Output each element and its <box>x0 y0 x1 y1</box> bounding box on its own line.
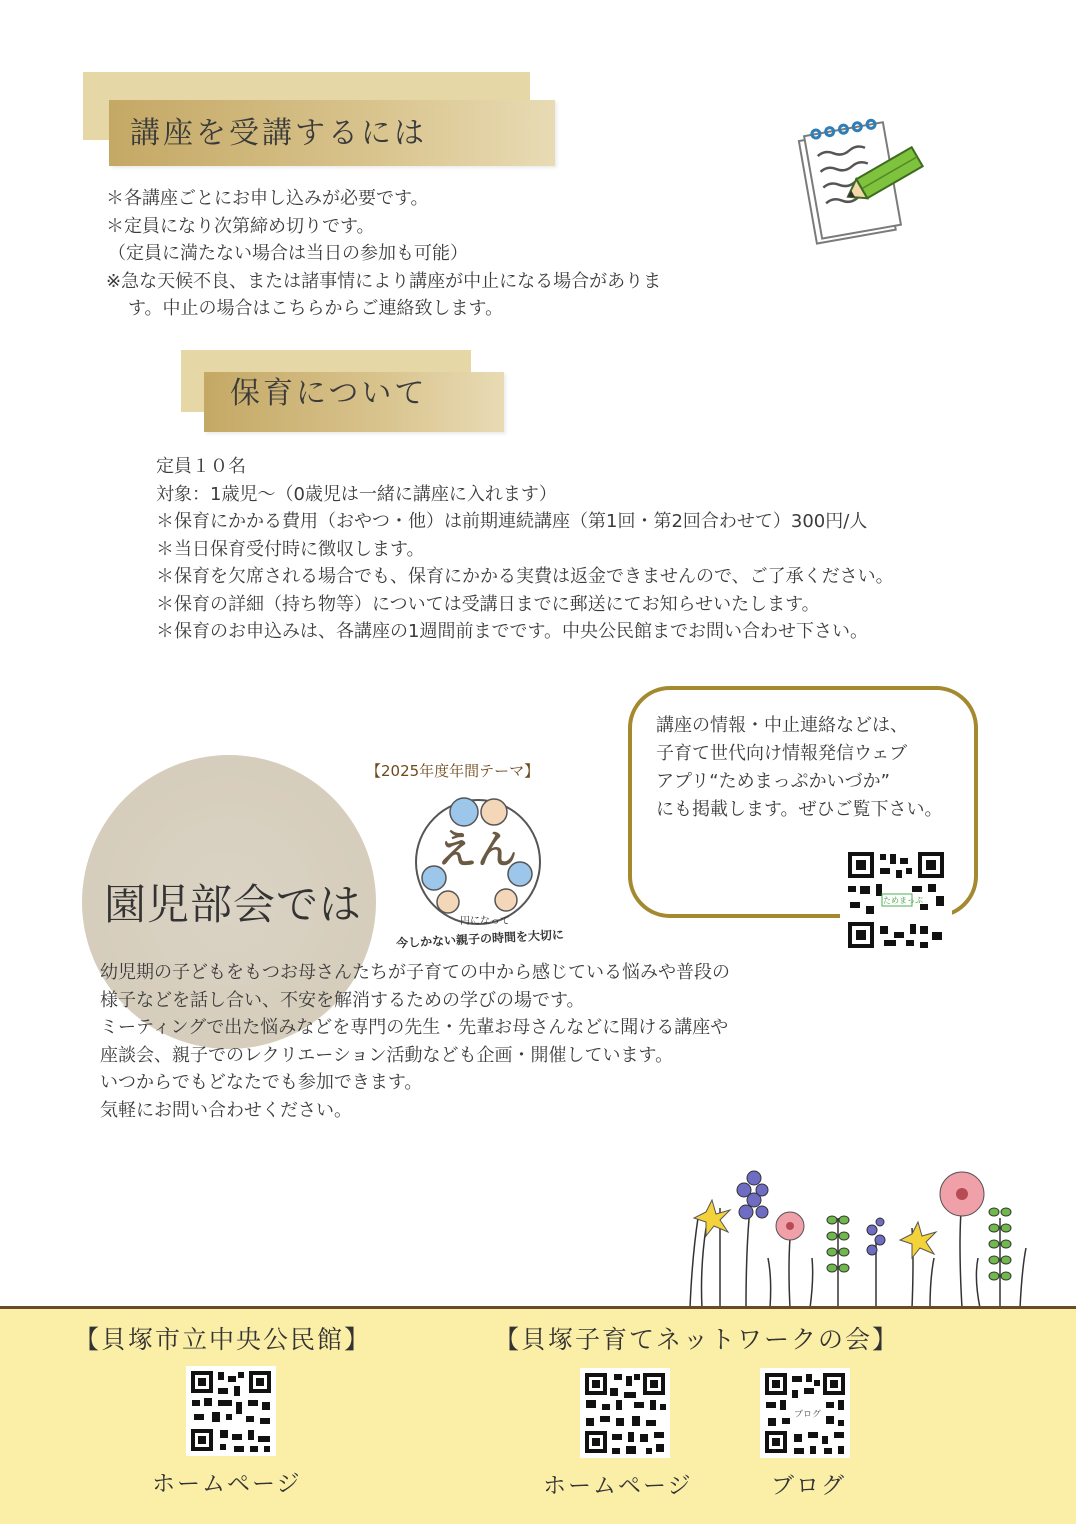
course-note-line: ＊定員になり次第締め切りです。 <box>106 215 375 237</box>
bubble-line: アプリ“ためまっぷかいづか” <box>656 771 890 792</box>
theme-logo-subtext: 円になって <box>460 916 510 927</box>
theme-tagline: 今しかない親子の時間を大切に <box>395 927 565 951</box>
course-note-line: ※急な天候不良、または諸事情により講座が中止になる場合がありま <box>106 270 662 292</box>
flowers-illustration <box>680 1160 1040 1308</box>
club-line: 気軽にお問い合わせください。 <box>100 1099 352 1121</box>
club-line: いつからでもどなたでも参加できます。 <box>100 1072 423 1093</box>
course-heading-title: 講座を受講するには <box>130 116 427 151</box>
theme-logo-text: えん <box>437 827 517 873</box>
kominkan-homepage-caption[interactable]: ホームページ <box>152 1471 302 1497</box>
notepad-pencil-icon <box>785 118 930 248</box>
childcare-note-line: ＊当日保育受付時に徴収します。 <box>156 538 425 560</box>
footer-left-title: 【貝塚市立中央公民館】 <box>74 1325 372 1354</box>
qr-code-icon <box>186 1366 276 1456</box>
childcare-heading-title: 保育について <box>230 376 428 411</box>
club-line: 幼児期の子どもをもつお母さんたちが子育ての中から感じている悩みや普段の <box>100 962 730 983</box>
network-blog-qr[interactable] <box>760 1368 850 1458</box>
info-bubble-text <box>656 712 943 824</box>
qr-code-icon <box>580 1368 670 1458</box>
qr-center-label: ためまっぷ <box>883 896 923 905</box>
childcare-note-line: ＊保育のお申込みは、各講座の1週間前までです。中央公民館までお問い合わせ下さい。 <box>156 621 869 642</box>
bubble-line: 子育て世代向け情報発信ウェブ <box>656 743 908 764</box>
course-note-line: ＊各講座ごとにお申し込みが必要です。 <box>106 188 429 209</box>
course-notes <box>106 185 661 323</box>
club-title: 園児部会では <box>104 880 363 929</box>
tamemap-qr-code[interactable] <box>840 846 952 958</box>
club-line: 座談会、親子でのレクリエーション活動なども企画・開催しています。 <box>100 1044 674 1066</box>
club-line: 様子などを話し合い、不安を解消するための学びの場です。 <box>100 989 585 1011</box>
footer-right-title: 【貝塚子育てネットワークの会】 <box>494 1325 900 1354</box>
bubble-line: 講座の情報・中止連絡などは、 <box>656 715 908 736</box>
childcare-note-line: ＊保育を欠席される場合でも、保育にかかる実費は返金できませんので、ご了承ください。 <box>156 566 894 587</box>
childcare-note-line: ＊保育の詳細（持ち物等）については受講日までに郵送にてお知らせいたします。 <box>156 593 820 615</box>
bubble-line: にも掲載します。ぜひご覧下さい。 <box>656 799 943 820</box>
club-description <box>100 959 730 1124</box>
qr-center-label: ブログ <box>794 1410 822 1420</box>
theme-label: 【2025年度年間テーマ】 <box>366 762 540 780</box>
network-blog-caption[interactable]: ブログ <box>771 1473 846 1499</box>
network-homepage-caption[interactable]: ホームページ <box>543 1473 693 1499</box>
course-note-line: す。中止の場合はこちらからご連絡致します。 <box>128 298 504 319</box>
course-note-line: （定員に満たない場合は当日の参加も可能） <box>108 243 468 264</box>
childcare-note-line: ＊保育にかかる費用（おやつ・他）は前期連続講座（第1回・第2回合わせて）300円/人 <box>156 511 868 532</box>
childcare-note-line: 定員１０名 <box>156 456 246 477</box>
kominkan-homepage-qr[interactable] <box>186 1366 276 1456</box>
network-homepage-qr[interactable] <box>580 1368 670 1458</box>
childcare-notes <box>156 453 894 646</box>
childcare-note-line: 対象：1歳児～（0歳児は一緒に講座に入れます） <box>156 483 557 505</box>
club-line: ミーティングで出た悩みなどを専門の先生・先輩お母さんなどに聞ける講座や <box>100 1017 729 1038</box>
